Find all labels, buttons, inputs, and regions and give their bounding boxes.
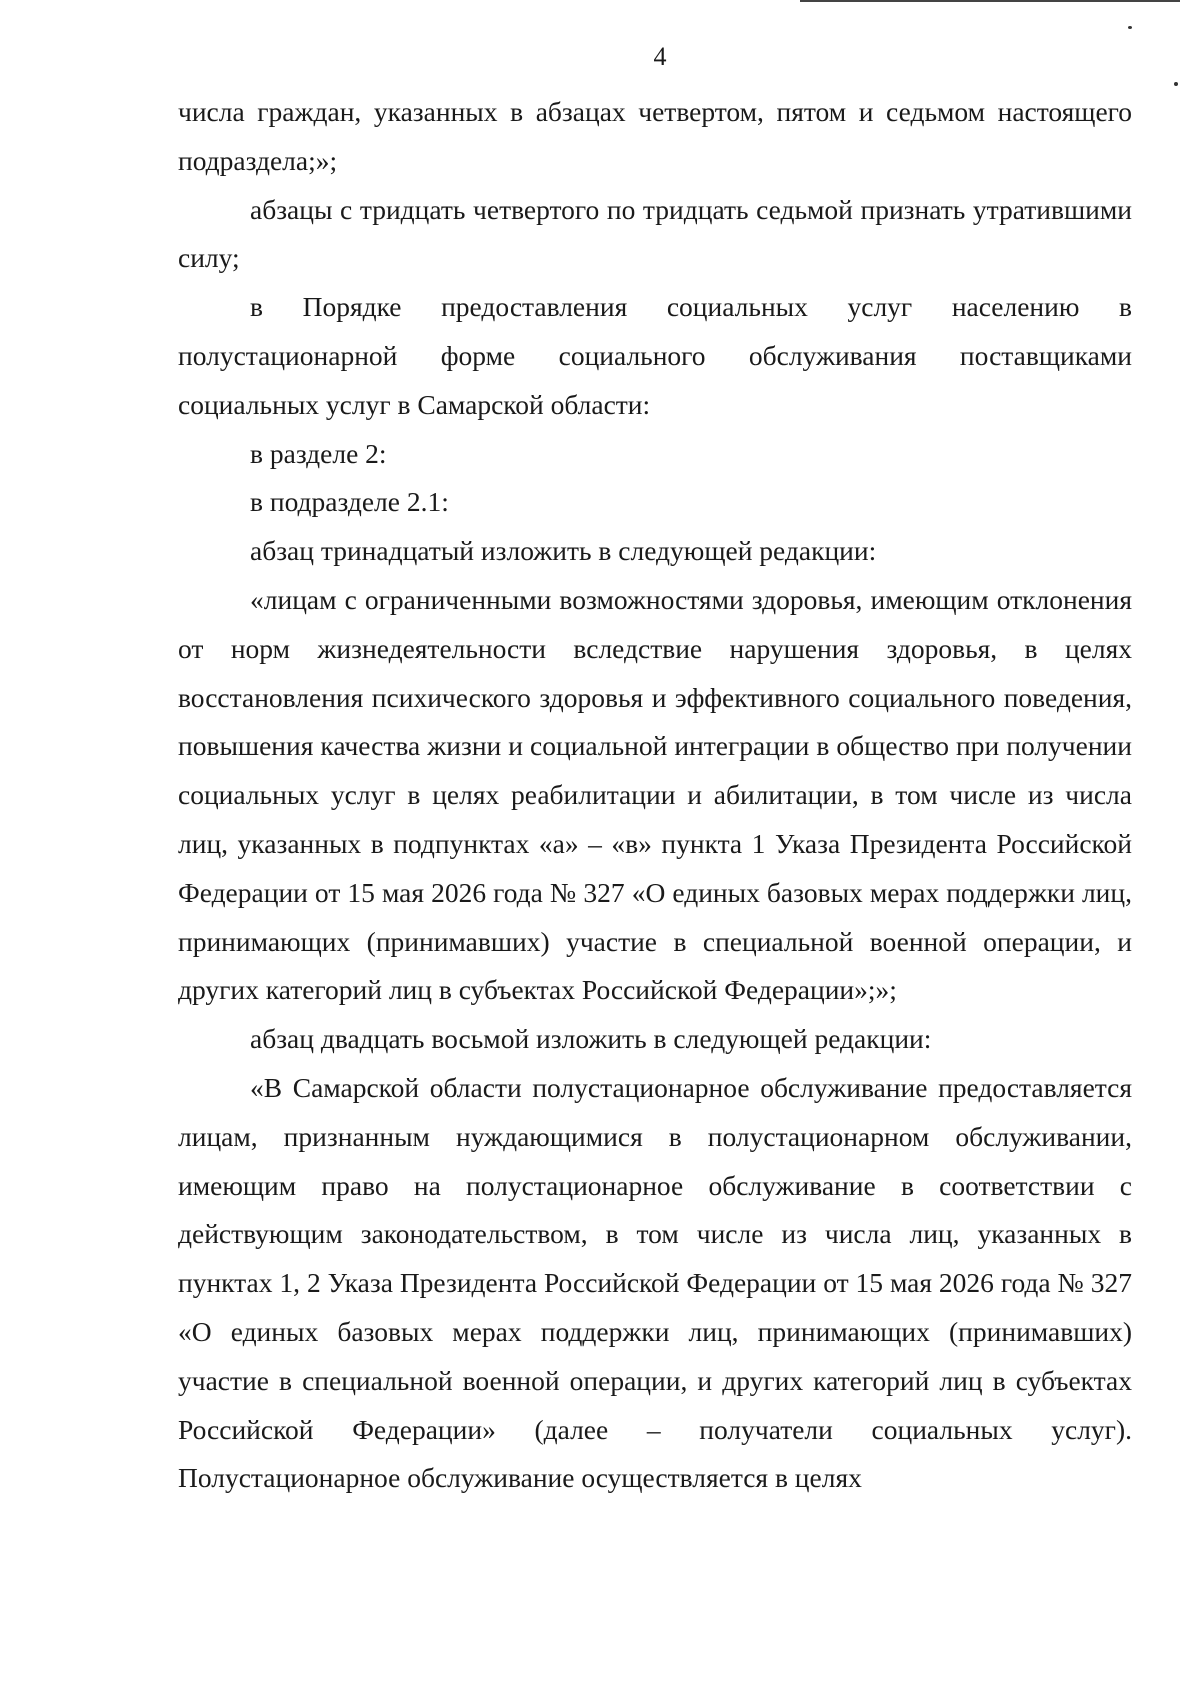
paragraph: абзац тринадцатый изложить в следующей редакции: xyxy=(250,535,877,567)
paragraph: в подразделе 2.1: xyxy=(250,486,449,518)
page-number: 4 xyxy=(653,42,667,71)
paragraph: числа граждан, указанных в абзацах четвертом, пятом и седьмом настоящего подраздела;»; xyxy=(178,96,1132,176)
scan-speck xyxy=(1128,26,1132,29)
top-edge-rule xyxy=(800,0,1180,2)
document-body xyxy=(178,88,1132,1503)
paragraph: в разделе 2: xyxy=(250,437,387,469)
paragraph: «В Самарской области полустационарное обслуживание предоставляется лицам, признанным нуждающимися в полустационарном обслуживании, имеющим право на полустационарное обслуживание в соответствии с действующим законодательством, в том числе из числа лиц, указанных в пунктах 1, 2 Указа Президента Российской Федерации от 15 мая 2026 года № 327 «О единых базовых мерах поддержки лиц, принимающих (принимавших) участие в специальной военной операции, и других категорий лиц в субъектах Российской Федерации» (далее – получатели социальных услуг). Полустационарное обслуживание осуществляется в целях xyxy=(178,1071,1132,1494)
paragraph: в Порядке предоставления социальных услуг населению в полустационарной форме социального обслуживания поставщиками социальных услуг в Самарской области: xyxy=(178,291,1132,420)
paragraph: абзацы с тридцать четвертого по тридцать седьмой признать утратившими силу; xyxy=(178,193,1132,274)
paragraph: абзац двадцать восьмой изложить в следующей редакции: xyxy=(250,1023,932,1055)
scan-speck xyxy=(1174,82,1178,86)
paragraph: «лицам с ограниченными возможностями здоровья, имеющим отклонения от норм жизнедеятельности вследствие нарушения здоровья, в целях восстановления психического здоровья и эффективного социального поведения, повышения качества жизни и социальной интеграции в общество при получении социальных услуг в целях реабилитации и абилитации, в том числе из числа лиц, указанных в подпунктах «а» – «в» пункта 1 Указа Президента Российской Федерации от 15 мая 2026 года № 327 «О единых базовых мерах поддержки лиц, принимающих (принимавших) участие в специальной военной операции, и других категорий лиц в субъектах Российской Федерации»;»; xyxy=(178,583,1132,1006)
